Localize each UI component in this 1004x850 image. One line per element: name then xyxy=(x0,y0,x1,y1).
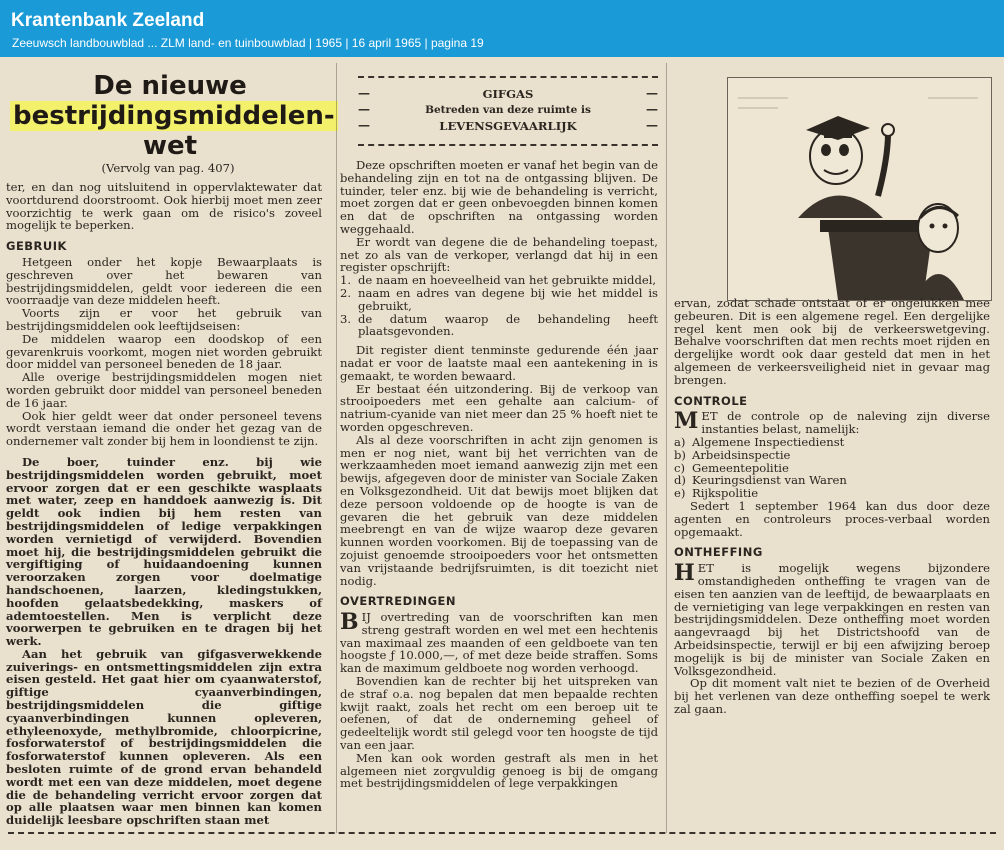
section-heading-controle: CONTROLE xyxy=(674,393,748,408)
article-headline xyxy=(10,71,335,161)
paragraph: Voorts zijn er voor het gebruik van bestrijdingsmiddelen ook leeftijdseisen: xyxy=(6,306,322,333)
dash-mark: — xyxy=(646,118,658,132)
list-item: d) Keuringsdienst van Waren xyxy=(674,473,847,488)
list-item: c) Gemeentepolitie xyxy=(674,460,789,475)
paragraph: ET is mogelijk wegens bijzondere omstandigheden ontheffing te vragen van de eisen ten aanzien van de leeftijd, de bewaarplaats en de vernietiging van lege verpakkingen en resten van bestrijdingsmiddelen. Deze ontheffing moet worden aangevraagd bij het Districtshoofd van de Arbeidsinspectie, terwijl er bij een afwijzing beroep mogelijk is bij de minister van Sociale Zaken en Volksgezondheid. xyxy=(674,561,990,678)
site-header xyxy=(0,0,1004,57)
warning-line-1: GIFGAS xyxy=(482,87,534,101)
paragraph: Hetgeen onder het kopje Bewaarplaats is geschreven over het bewaren van bestrijdingsmiddelen, geldt voor iedereen die een voorraadje van deze middelen heeft. xyxy=(6,254,322,308)
newspaper-page xyxy=(0,57,1004,850)
paragraph: ter, en dan nog uitsluitend in oppervlaktewater dat voortdurend doorstroomt. Ook hierbij moet men zeer voorzichtig te werk gaan om de risico's zoveel mogelijk te beperken. xyxy=(6,180,322,233)
paragraph: Er wordt van degene die de behandeling toepast, net zo als van de verkoper, verlangd dat hij in een register opschrijft: xyxy=(340,234,658,275)
breadcrumb: Zeeuwsch landbouwblad ... ZLM land- en tuinbouwblad | 1965 | 16 april 1965 | pagina 19 xyxy=(12,36,484,50)
cartoon-illustration xyxy=(727,77,992,301)
continued-from-note: (Vervolg van pag. 407) xyxy=(101,161,235,175)
column-divider xyxy=(666,63,667,833)
column-divider xyxy=(336,63,337,833)
paragraph: Op dit moment valt niet te bezien of de Overheid bij het verlenen van deze ontheffing soepel te werk zal gaan. xyxy=(674,676,990,716)
list-item: e) Rijkspolitie xyxy=(674,486,759,501)
dash-mark: — xyxy=(646,86,658,100)
list-item: 3. de datum waarop de behandeling heeft plaatsgevonden. xyxy=(340,311,658,339)
paragraph: Als al deze voorschriften in acht zijn genomen is men er nog niet, want bij het verrichten van de werkzaamheden moet iemand aanwezig zijn met een bewijs, afgegeven door de minister van Sociale Zaken en Volksgezondheid. Uit dat bewijs moet blijken dat deze persoon voldoende op de hoogte is van de gevaren die het gebruik van deze middelen meebrengt en van de wijze waarop deze gevaren kunnen worden voorkomen. Bij de toepassing van de zojuist genoemde strooipoeders voor het ontsmetten van vrijstaande bedrijfsruimten, is dit toezicht niet nodig. xyxy=(340,432,658,588)
headline-line-2-highlighted: bestrijdingsmiddelen- xyxy=(10,101,338,131)
article-column-3 xyxy=(674,297,990,716)
paragraph: Bovendien kan de rechter bij het uitspreken van de straf o.a. nog bepalen dat men bepaalde rechten kwijt raakt, zoals het recht om een beroep uit te oefenen, of dat de onderneming geheel of gedeeltelijk wordt stil gelegd voor ten hoogste de tijd van een jaar. xyxy=(340,674,658,753)
paragraph: Men kan ook worden gestraft als men in het algemeen niet zorgvuldig genoeg is bij de omgang met bestrijdingsmiddelen of lege verpakkingen xyxy=(340,750,658,791)
article-column-2 xyxy=(340,159,658,790)
paragraph: IJ overtreding van de voorschriften kan men streng gestraft worden en wel met een hechtenis van maximaal zes maanden of een geldboete van ten hoogste ƒ 10.000,—, of met deze beide straffen. Soms kan de maximum geldboete nog worden verhoogd. xyxy=(340,610,658,676)
headline-line-1: De nieuwe xyxy=(93,71,247,101)
dash-mark: — xyxy=(358,118,370,132)
bottom-rule xyxy=(8,832,996,834)
warning-line-2: Betreden van deze ruimte is xyxy=(425,104,591,116)
paragraph: De middelen waarop een doodskop of een gevarenkruis voorkomt, mogen niet worden gebruikt door middel van personeel beneden de 18 jaar. xyxy=(6,331,322,372)
drop-cap: H xyxy=(674,560,695,587)
dash-mark: — xyxy=(358,102,370,116)
dashed-rule xyxy=(358,76,658,78)
paragraph: ervan, zodat schade ontstaat of er ongelukken mee gebeuren. Dit is een algemene regel. Een dergelijke regel kent men ook bij de verkeerswetgeving. Behalve voorschriften dat men rechts moet rijden en dergelijke wordt ook daar gesteld dat men in het algemeen de verkeersveiligheid niet in gevaar mag brengen. xyxy=(674,296,990,387)
paragraph: Ook hier geldt weer dat onder personeel tevens wordt verstaan iemand die onder het gezag van de ondernemer valt zonder bij hem in loondienst te zijn. xyxy=(6,408,322,449)
paragraph: Sedert 1 september 1964 kan dus door deze agenten en controleurs proces-verbaal worden opgemaakt. xyxy=(674,498,990,539)
paragraph-bold: Aan het gebruik van gifgasverwekkende zuiverings- en ontsmettingsmiddelen zijn extra eisen gesteld. Het gaat hier om cyaanwaterstof, giftige cyaanverbindingen, bestrijdingsmiddelen die giftige cyaanverbindingen kunnen opleveren, ethyleenoxyde, methylbromide, chloorpicrine, fosforwaterstof of bestrijdingsmiddelen die fosforwaterstof kunnen opleveren. Als een besloten ruimte of de grond ervan behandeld wordt met een van deze middelen, moet degene die de behandeling verricht ervoor zorgen dat op alle plaatsen waar men binnen kan komen duidelijk leesbare opschriften staan met xyxy=(6,646,322,828)
site-title[interactable]: Krantenbank Zeeland xyxy=(11,10,205,31)
paragraph: Deze opschriften moeten er vanaf het begin van de behandeling zijn en tot na de ontgassing blijven. De tuinder, teler enz. bij wie de behandeling is verricht, moet zorgen dat er geen onbevoegden binnen komen en dat de opschriften na ontgassing worden weggehaald. xyxy=(340,158,658,236)
paragraph: Dit register dient tenminste gedurende één jaar nadat er voor de laatste maal een aantekening in is gemaakt, te worden bewaard. xyxy=(340,343,658,383)
article-column-1 xyxy=(6,181,322,827)
dash-mark: — xyxy=(358,86,370,100)
paragraph-bold: De boer, tuinder enz. bij wie bestrijdingsmiddelen worden gebruikt, moet ervoor zorgen dat er een geschikte wasplaats met water, zeep en handdoek aanwezig is. Dit geldt ook indien bij hem resten van bestrijdingsmiddelen of ledige verpakkingen worden vernietigd of verwijderd. Bovendien moet hij, die bestrijdingsmiddelen gebruikt die vergiftiging of huidaandoening kunnen veroorzaken zorgen voor doelmatige handschoenen, laarzen, kledingstukken, hoofden gelaatsbedekking, maskers of ademtoestellen. Men is verplicht deze voorwerpen te gebruiken en te dragen bij het werk. xyxy=(6,454,322,649)
drop-cap: M xyxy=(674,408,699,435)
paragraph: ET de controle op de naleving zijn diverse instanties belast, namelijk: xyxy=(701,409,990,437)
warning-line-3: LEVENSGEVAARLIJK xyxy=(439,119,577,133)
list-item: 2. naam en adres van degene bij wie het middel is gebruikt, xyxy=(340,285,658,313)
list-item: b) Arbeidsinspectie xyxy=(674,447,791,462)
cartoon-drawing xyxy=(728,78,991,300)
dashed-rule xyxy=(358,144,658,146)
dash-mark: — xyxy=(646,102,658,116)
section-heading-gebruik: GEBRUIK xyxy=(6,239,67,254)
headline-line-3: wet xyxy=(142,131,198,161)
section-heading-overtredingen: OVERTREDINGEN xyxy=(340,594,456,609)
paragraph: Alle overige bestrijdingsmiddelen mogen niet worden gebruikt door middel van personeel beneden de 16 jaar. xyxy=(6,370,322,410)
drop-cap: B xyxy=(340,609,359,636)
list-item: a) Algemene Inspectiedienst xyxy=(674,434,845,449)
paragraph: Er bestaat één uitzondering. Bij de verkoop van strooipoeders met een gehalte aan calcium- of natrium-cyanide van niet meer dan 25 % hoeft niet te worden opgeschreven. xyxy=(340,381,658,434)
section-heading-ontheffing: ONTHEFFING xyxy=(674,545,763,560)
warning-sign-box xyxy=(358,76,658,148)
list-item: 1. de naam en hoeveelheid van het gebruikte middel, xyxy=(340,273,657,288)
